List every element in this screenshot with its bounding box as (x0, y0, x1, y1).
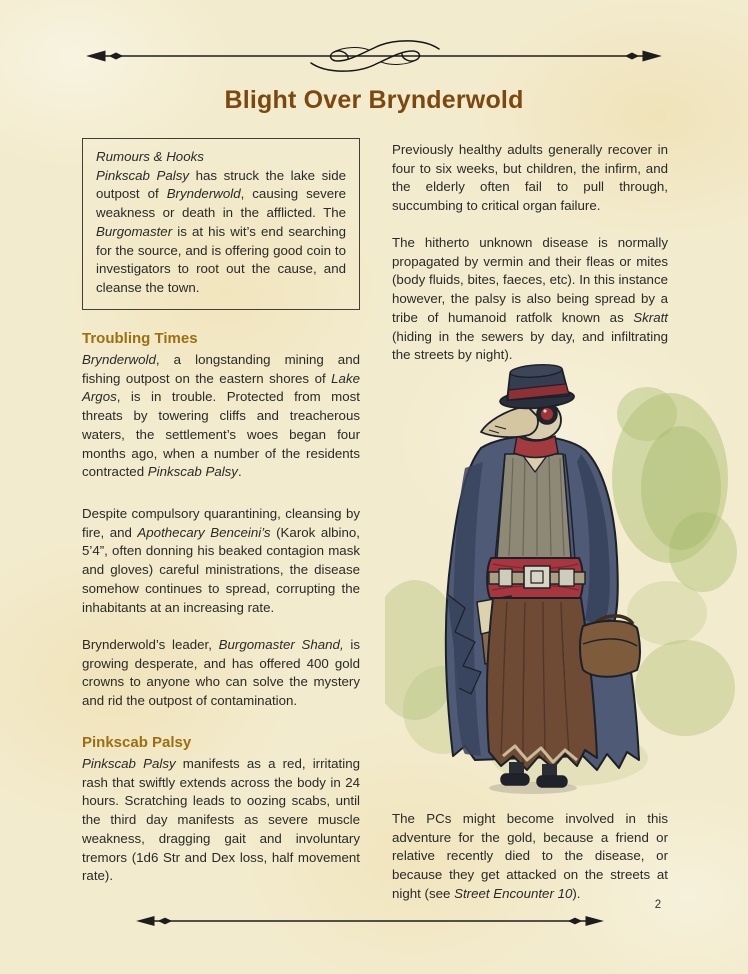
page-number: 2 (654, 899, 662, 911)
shoe-right (537, 776, 567, 787)
satchel-bag (580, 621, 640, 677)
plague-doctor-figure (446, 362, 640, 787)
shoe-left (501, 774, 529, 785)
plague-doctor-illustration (385, 358, 741, 800)
paragraph-troubling-2: Despite compulsory quarantining, cleansing by fire, and Apothecary Benceini’s (Karok albino, 5’4”, often donning his beaked contagion mask and gloves) careful ministrations, the disease somehow continues to spread, corrupting the inhabitants at an increasing rate. (82, 506, 360, 615)
belt-buckle (524, 566, 550, 588)
right-arrow-icon (643, 51, 660, 61)
left-arrow-icon (88, 51, 105, 61)
paragraph-right-3: The PCs might become involved in this adventure for the gold, because a friend or relative recently died to the disease, or because they get attacked on the streets at night (see Street Encounter 10). (392, 811, 668, 901)
rumours-hooks-box (82, 138, 360, 310)
section-heading-pinkscab-palsy: Pinkscab Palsy (82, 734, 192, 751)
paragraph-palsy-1: Pinkscab Palsy manifests as a red, irritating rash that swiftly extends across the body in 24 hours. Scratching leads to oozing scabs, until the third day manifests as severe muscle weakness, dragging gait and involuntary tremors (1d6 Str and Dex loss, half movement rate). (82, 756, 360, 884)
paragraph-right-2: The hitherto unknown disease is normally propagated by vermin and their fleas or mites (body fluids, bites, faeces, etc). In this instance however, the palsy is also being spread by a tribe of humanoid ratfolk known as Skratt (hiding in the sewers by day, and infiltrating the streets by night). (392, 235, 668, 363)
beak-mask (481, 406, 538, 437)
paragraph-troubling-1: Brynderwold, a longstanding mining and fishing outpost on the eastern shores of Lake Argos, is in trouble. Protected from most threats by towering cliffs and treacherous waters, the settlement’s woes began four months ago, when a number of the residents contracted Pinkscab Palsy. (82, 352, 360, 480)
ornamental-divider-bottom (130, 912, 610, 930)
paragraph-right-1: Previously healthy adults generally recover in four to six weeks, but children, the infirm, and the elderly often fail to pull through, succumbing to critical organ failure. (392, 142, 668, 214)
page-title: Blight Over Brynderwold (224, 86, 524, 114)
hook-box-body: Pinkscab Palsy has struck the lake side outpost of Brynderwold, causing severe weakness or death in the afflicted. The Burgomaster is at his wit’s end searching for the source, and is offering good coin to investigators to root out the cause, and cleanse the town. (96, 167, 346, 295)
hook-box-heading: Rumours & Hooks (96, 149, 204, 164)
top-hat (498, 362, 575, 410)
right-arrow-icon (586, 917, 602, 926)
paragraph-troubling-3: Brynderwold’s leader, Burgomaster Shand, is growing desperate, and has offered 400 gold crowns to anyone who can solve the mystery and rid the outpost of contamination. (82, 637, 360, 709)
section-heading-troubling-times: Troubling Times (82, 330, 198, 347)
left-arrow-icon (138, 917, 154, 926)
ornamental-divider-top (64, 34, 684, 80)
